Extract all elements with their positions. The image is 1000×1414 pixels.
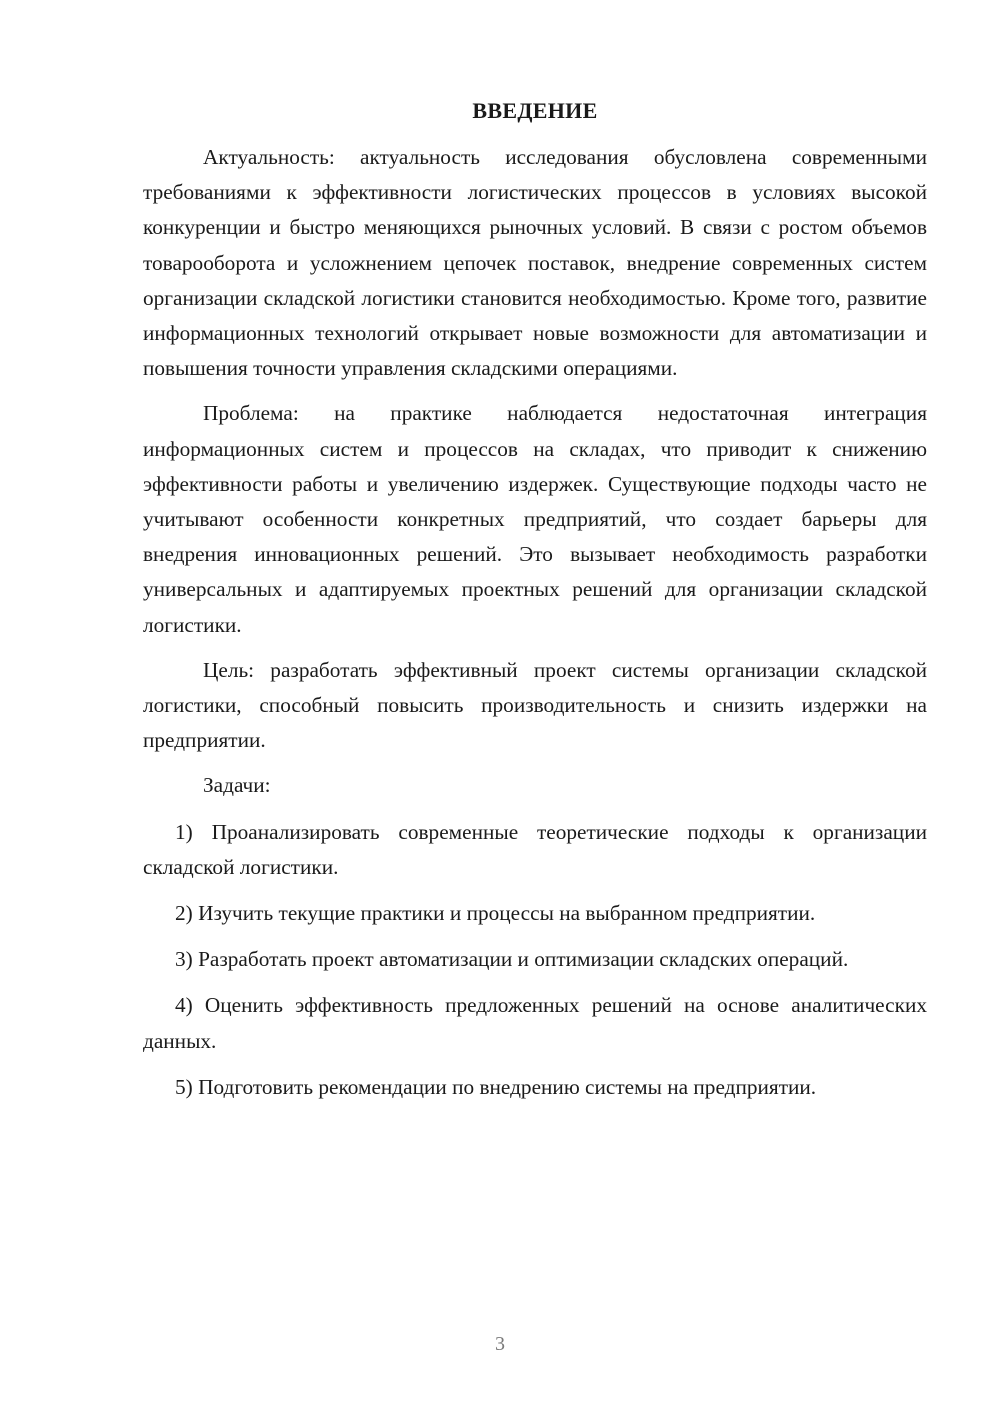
task-item: 3) Разработать проект автоматизации и оптимизации складских операций. — [175, 947, 849, 972]
task-item: 1) Проанализировать современные теоретические подходы к организации складской логистики. — [143, 819, 927, 879]
tasks-heading: Задачи: — [203, 773, 271, 798]
document-title: ВВЕДЕНИЕ — [472, 98, 598, 123]
paragraph-problem: Проблема: на практике наблюдается недостаточная интеграция информационных систем и процессов на складах, что приводит к снижению эффективности работы и увеличению издержек. Существующие подходы часто не учитывают особенности конкретных предприятий, что создает барьеры для внедрения инновационных решений. Это вызывает необходимость разработки универсальных и адаптируемых проектных решений для организации складской логистики. — [143, 401, 927, 637]
document-page — [143, 96, 927, 1116]
paragraph-goal: Цель: разработать эффективный проект системы организации складской логистики, способный повысить производительность и снизить издержки на предприятии. — [143, 657, 927, 753]
task-item: 5) Подготовить рекомендации по внедрению системы на предприятии. — [175, 1074, 817, 1099]
tasks-list — [143, 815, 927, 1105]
page-number: 3 — [495, 1333, 505, 1355]
task-item: 2) Изучить текущие практики и процессы на выбранном предприятии. — [175, 901, 816, 926]
paragraph-relevance: Актуальность: актуальность исследования обусловлена современными требованиями к эффективности логистических процессов в условиях высокой конкуренции и быстро меняющихся рыночных условий. В связи с ростом объемов товарооборота и усложнением цепочек поставок, внедрение современных систем организации складской логистики становится необходимостью. Кроме того, развитие информационных технологий открывает новые возможности для автоматизации и повышения точности управления складскими операциями. — [143, 145, 927, 381]
task-item: 4) Оценить эффективность предложенных решений на основе аналитических данных. — [143, 993, 927, 1053]
